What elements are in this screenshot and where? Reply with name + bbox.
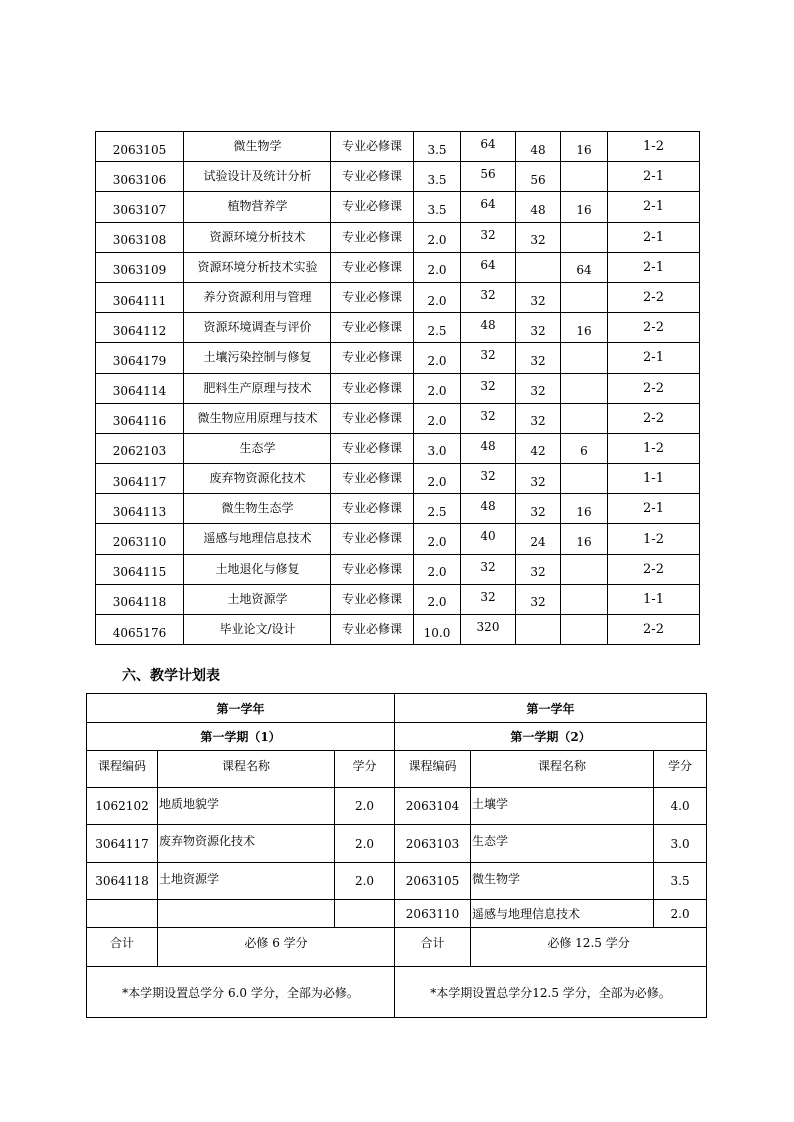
course-credit: 2.0	[414, 222, 461, 252]
course-term: 2-1	[608, 343, 700, 373]
course-code: 3064114	[96, 373, 184, 403]
course-row	[96, 584, 700, 614]
left-course-credit: 2.0	[335, 825, 395, 863]
course-credit: 2.0	[414, 524, 461, 554]
right-course-name: 土壤学	[471, 788, 654, 825]
course-lab-hours: 16	[561, 494, 608, 524]
course-lab-hours	[561, 554, 608, 584]
course-code: 3064112	[96, 313, 184, 343]
course-row	[96, 132, 700, 162]
course-code: 3063106	[96, 162, 184, 192]
course-credit: 2.0	[414, 464, 461, 494]
course-code: 4065176	[96, 615, 184, 645]
course-credit: 2.0	[414, 282, 461, 312]
course-name: 试验设计及统计分析	[184, 162, 331, 192]
course-lecture-hours: 32	[516, 343, 561, 373]
course-term: 2-1	[608, 252, 700, 282]
left-col-name-header: 课程名称	[158, 751, 335, 788]
right-course-credit: 2.0	[654, 900, 707, 928]
course-lab-hours	[561, 403, 608, 433]
left-course-name	[158, 900, 335, 928]
course-total-hours: 32	[461, 584, 516, 614]
course-row	[96, 313, 700, 343]
course-type: 专业必修课	[331, 494, 414, 524]
course-row	[96, 343, 700, 373]
course-row	[96, 403, 700, 433]
plan-row	[87, 900, 707, 928]
course-lecture-hours: 32	[516, 554, 561, 584]
course-lecture-hours: 32	[516, 373, 561, 403]
course-table	[95, 131, 700, 645]
course-type: 专业必修课	[331, 343, 414, 373]
course-total-hours: 32	[461, 373, 516, 403]
course-name: 资源环境调查与评价	[184, 313, 331, 343]
course-lecture-hours: 48	[516, 192, 561, 222]
right-col-code-header: 课程编码	[395, 751, 471, 788]
course-name: 土壤污染控制与修复	[184, 343, 331, 373]
left-course-credit: 2.0	[335, 788, 395, 825]
course-term: 1-2	[608, 433, 700, 463]
course-term: 2-1	[608, 162, 700, 192]
course-total-hours: 32	[461, 403, 516, 433]
course-lecture-hours: 56	[516, 162, 561, 192]
course-total-hours: 64	[461, 252, 516, 282]
plan-row	[87, 788, 707, 825]
course-lab-hours	[561, 343, 608, 373]
right-total-value: 必修 12.5 学分	[471, 928, 707, 967]
course-total-hours: 48	[461, 433, 516, 463]
course-row	[96, 615, 700, 645]
course-lab-hours	[561, 282, 608, 312]
left-course-code: 3064118	[87, 863, 158, 900]
left-year-header: 第一学年	[87, 694, 395, 723]
course-total-hours: 64	[461, 192, 516, 222]
course-term: 2-1	[608, 494, 700, 524]
right-course-name: 遥感与地理信息技术	[471, 900, 654, 928]
left-total-label: 合计	[87, 928, 158, 967]
course-name: 废弃物资源化技术	[184, 464, 331, 494]
course-total-hours: 48	[461, 313, 516, 343]
course-lecture-hours: 42	[516, 433, 561, 463]
right-semester-header: 第一学期（2）	[395, 723, 707, 751]
left-course-name: 地质地貌学	[158, 788, 335, 825]
course-code: 2062103	[96, 433, 184, 463]
course-term: 1-2	[608, 524, 700, 554]
right-year-header: 第一学年	[395, 694, 707, 723]
course-type: 专业必修课	[331, 615, 414, 645]
course-total-hours: 32	[461, 343, 516, 373]
course-lab-hours	[561, 615, 608, 645]
course-name: 资源环境分析技术实验	[184, 252, 331, 282]
course-type: 专业必修课	[331, 554, 414, 584]
course-name: 肥料生产原理与技术	[184, 373, 331, 403]
teaching-plan-table	[86, 693, 707, 1018]
course-total-hours: 32	[461, 464, 516, 494]
course-code: 2063105	[96, 132, 184, 162]
left-col-code-header: 课程编码	[87, 751, 158, 788]
right-course-name: 生态学	[471, 825, 654, 863]
course-lab-hours	[561, 373, 608, 403]
course-lab-hours: 16	[561, 192, 608, 222]
course-credit: 3.0	[414, 433, 461, 463]
course-lab-hours: 16	[561, 524, 608, 554]
course-term: 2-2	[608, 403, 700, 433]
course-code: 3064118	[96, 584, 184, 614]
left-course-name: 土地资源学	[158, 863, 335, 900]
course-row	[96, 494, 700, 524]
course-code: 3064113	[96, 494, 184, 524]
section-title: 六、教学计划表	[122, 668, 220, 684]
course-type: 专业必修课	[331, 403, 414, 433]
left-course-credit	[335, 900, 395, 928]
course-row	[96, 282, 700, 312]
course-term: 1-1	[608, 584, 700, 614]
course-lecture-hours: 32	[516, 464, 561, 494]
course-code: 2063110	[96, 524, 184, 554]
course-type: 专业必修课	[331, 524, 414, 554]
course-credit: 2.0	[414, 343, 461, 373]
course-type: 专业必修课	[331, 282, 414, 312]
course-name: 植物营养学	[184, 192, 331, 222]
course-lecture-hours: 32	[516, 313, 561, 343]
course-type: 专业必修课	[331, 192, 414, 222]
course-total-hours: 32	[461, 554, 516, 584]
course-lab-hours: 16	[561, 132, 608, 162]
course-total-hours: 320	[461, 615, 516, 645]
course-total-hours: 40	[461, 524, 516, 554]
course-row	[96, 433, 700, 463]
course-name: 养分资源利用与管理	[184, 282, 331, 312]
course-credit: 10.0	[414, 615, 461, 645]
left-course-code	[87, 900, 158, 928]
right-course-code: 2063110	[395, 900, 471, 928]
right-course-credit: 3.5	[654, 863, 707, 900]
course-total-hours: 48	[461, 494, 516, 524]
course-type: 专业必修课	[331, 222, 414, 252]
course-type: 专业必修课	[331, 162, 414, 192]
course-code: 3063109	[96, 252, 184, 282]
course-code: 3063108	[96, 222, 184, 252]
course-name: 资源环境分析技术	[184, 222, 331, 252]
course-row	[96, 222, 700, 252]
course-credit: 2.0	[414, 252, 461, 282]
course-lecture-hours	[516, 615, 561, 645]
left-course-code: 1062102	[87, 788, 158, 825]
course-term: 2-2	[608, 282, 700, 312]
course-term: 2-1	[608, 222, 700, 252]
course-term: 2-1	[608, 192, 700, 222]
course-row	[96, 373, 700, 403]
course-lecture-hours: 24	[516, 524, 561, 554]
right-course-credit: 4.0	[654, 788, 707, 825]
course-row	[96, 192, 700, 222]
left-total-value: 必修 6 学分	[158, 928, 395, 967]
course-credit: 2.0	[414, 584, 461, 614]
course-credit: 2.5	[414, 313, 461, 343]
course-credit: 2.0	[414, 403, 461, 433]
right-col-name-header: 课程名称	[471, 751, 654, 788]
right-col-credit-header: 学分	[654, 751, 707, 788]
course-name: 微生物学	[184, 132, 331, 162]
course-name: 土地资源学	[184, 584, 331, 614]
course-credit: 2.5	[414, 494, 461, 524]
course-credit: 3.5	[414, 132, 461, 162]
course-code: 3064179	[96, 343, 184, 373]
course-code: 3064115	[96, 554, 184, 584]
course-lab-hours	[561, 584, 608, 614]
left-course-code: 3064117	[87, 825, 158, 863]
course-lecture-hours: 32	[516, 222, 561, 252]
course-term: 2-2	[608, 615, 700, 645]
course-lab-hours	[561, 222, 608, 252]
course-lecture-hours	[516, 252, 561, 282]
plan-row	[87, 825, 707, 863]
right-course-code: 2063103	[395, 825, 471, 863]
left-col-credit-header: 学分	[335, 751, 395, 788]
course-type: 专业必修课	[331, 433, 414, 463]
course-code: 3063107	[96, 192, 184, 222]
right-course-name: 微生物学	[471, 863, 654, 900]
course-row	[96, 554, 700, 584]
course-term: 1-1	[608, 464, 700, 494]
course-name: 遥感与地理信息技术	[184, 524, 331, 554]
course-row	[96, 252, 700, 282]
course-code: 3064117	[96, 464, 184, 494]
course-name: 生态学	[184, 433, 331, 463]
course-type: 专业必修课	[331, 252, 414, 282]
right-course-code: 2063105	[395, 863, 471, 900]
left-semester-note: *本学期设置总学分 6.0 学分，全部为必修。	[87, 967, 395, 1018]
course-type: 专业必修课	[331, 584, 414, 614]
plan-row	[87, 863, 707, 900]
course-code: 3064116	[96, 403, 184, 433]
course-lab-hours	[561, 464, 608, 494]
course-total-hours: 32	[461, 222, 516, 252]
course-lab-hours: 6	[561, 433, 608, 463]
course-name: 土地退化与修复	[184, 554, 331, 584]
course-term: 1-2	[608, 132, 700, 162]
course-credit: 3.5	[414, 192, 461, 222]
right-total-label: 合计	[395, 928, 471, 967]
course-lecture-hours: 32	[516, 403, 561, 433]
course-row	[96, 464, 700, 494]
course-lecture-hours: 48	[516, 132, 561, 162]
course-name: 微生物生态学	[184, 494, 331, 524]
course-name: 微生物应用原理与技术	[184, 403, 331, 433]
right-semester-note: *本学期设置总学分12.5 学分，全部为必修。	[395, 967, 707, 1018]
course-type: 专业必修课	[331, 132, 414, 162]
course-lab-hours: 64	[561, 252, 608, 282]
course-credit: 2.0	[414, 554, 461, 584]
course-type: 专业必修课	[331, 373, 414, 403]
course-type: 专业必修课	[331, 313, 414, 343]
course-lab-hours	[561, 162, 608, 192]
course-term: 2-2	[608, 313, 700, 343]
right-course-code: 2063104	[395, 788, 471, 825]
course-code: 3064111	[96, 282, 184, 312]
course-total-hours: 32	[461, 282, 516, 312]
left-semester-header: 第一学期（1）	[87, 723, 395, 751]
left-course-credit: 2.0	[335, 863, 395, 900]
course-row	[96, 524, 700, 554]
course-type: 专业必修课	[331, 464, 414, 494]
course-lab-hours: 16	[561, 313, 608, 343]
course-name: 毕业论文/设计	[184, 615, 331, 645]
course-credit: 3.5	[414, 162, 461, 192]
course-total-hours: 64	[461, 132, 516, 162]
course-credit: 2.0	[414, 373, 461, 403]
course-term: 2-2	[608, 373, 700, 403]
course-lecture-hours: 32	[516, 584, 561, 614]
course-lecture-hours: 32	[516, 494, 561, 524]
course-total-hours: 56	[461, 162, 516, 192]
course-lecture-hours: 32	[516, 282, 561, 312]
left-course-name: 废弃物资源化技术	[158, 825, 335, 863]
course-term: 2-2	[608, 554, 700, 584]
right-course-credit: 3.0	[654, 825, 707, 863]
course-row	[96, 162, 700, 192]
